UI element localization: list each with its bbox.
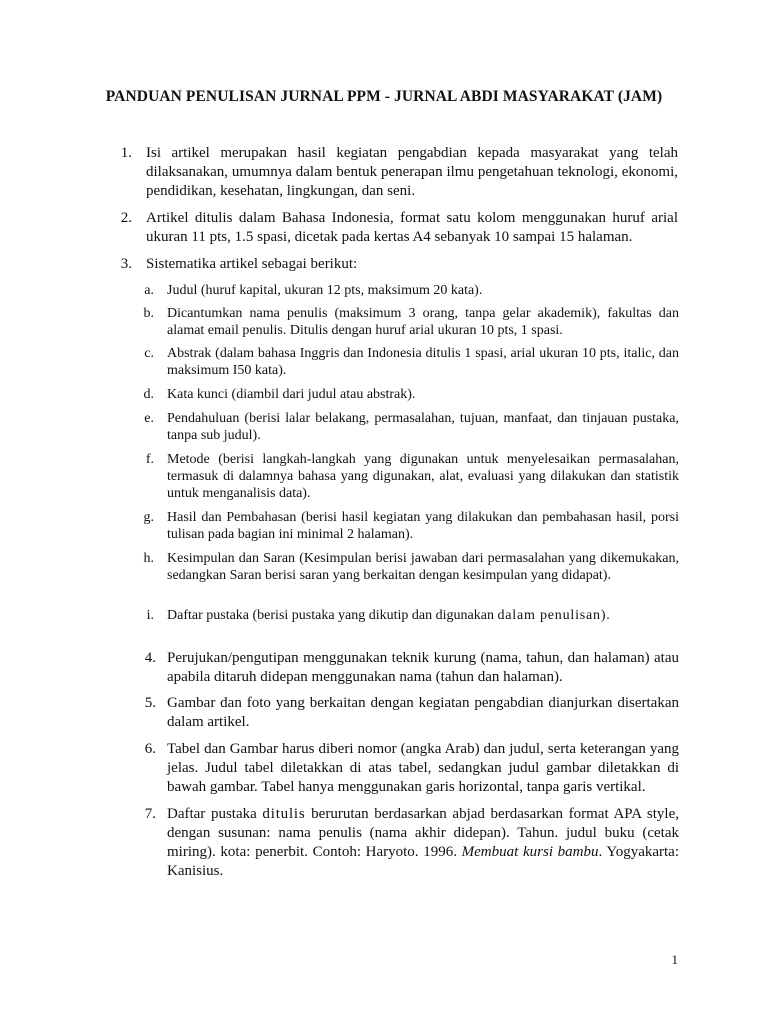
subitem-text: Kata kunci (diambil dari judul atau abstrak). — [167, 387, 416, 402]
page-number: 1 — [671, 952, 678, 967]
item-text: Tabel dan Gambar harus diberi nomor (angka Arab) dan judul, serta keterangan yang jelas. Judul tabel diletakkan di atas tabel, sedangkan judul gambar diletakkan di bawah gambar. Tabel hanya menggunakan garis horizontal, tanpa garis vertikal. — [167, 741, 679, 795]
subitem-letter: g. — [143, 510, 154, 525]
subitem-text: Judul (huruf kapital, ukuran 12 pts, maksimum 20 kata). — [167, 283, 483, 298]
subitem-letter: h. — [143, 551, 154, 566]
subitem-text: Kesimpulan dan Saran (Kesimpulan berisi jawaban dari permasalahan yang dikemukakan, sedangkan Saran berisi saran yang berkaitan dengan kesimpulan yang didapat). — [167, 551, 679, 583]
subitem-letter: b. — [143, 306, 154, 321]
subitem-text: Dicantumkan nama penulis (maksimum 3 orang, tanpa gelar akademik), fakultas dan alamat email penulis. Ditulis dengan huruf arial ukuran 10 pts, 1 spasi. — [167, 306, 679, 338]
item-number: 2. — [120, 210, 132, 226]
subitem-text: Abstrak (dalam bahasa Inggris dan Indonesia ditulis 1 spasi, arial ukuran 10 pts, italic, dan maksimum I50 kata). — [167, 346, 679, 378]
item-text: Gambar dan foto yang berkaitan dengan kegiatan pengabdian dianjurkan disertakan dalam artikel. — [167, 695, 679, 730]
item-number: 5. — [144, 695, 156, 711]
item-text: Sistematika artikel sebagai berikut: — [146, 256, 358, 272]
subitem-letter: a. — [144, 283, 154, 298]
subitem-text — [167, 607, 679, 624]
subitem-letter: i. — [146, 608, 154, 623]
item-text-part: berurutan berdasarkan abjad berdasarkan format APA style, dengan susunan: nama penulis (nama akhir didepan). Tahun. judul buku (cetak miring). kota: penerbit. Contoh: Haryoto. 1996. — [167, 806, 679, 860]
subitem-text: Metode (berisi langkah-langkah yang digunakan untuk menyelesaikan permasalahan, termasuk di dalamnya bahasa yang digunakan, alat, evaluasi yang dilakukan dan statistik untuk menganalisis data). — [167, 452, 679, 501]
item-number: 4. — [144, 650, 156, 666]
document-title: PANDUAN PENULISAN JURNAL PPM - JURNAL ABDI MASYARAKAT (JAM) — [105, 88, 663, 105]
item-number: 3. — [120, 256, 132, 272]
subitem-letter: f. — [145, 452, 154, 467]
subitem-text-part: dalam penulisan). — [497, 608, 611, 623]
item-text-part: Daftar pustaka — [167, 806, 263, 822]
subitem-text: Hasil dan Pembahasan (berisi hasil kegiatan yang dilakukan dan pembahasan hasil, porsi tulisan pada bagian ini minimal 2 halaman). — [167, 510, 679, 542]
item-text — [167, 805, 679, 881]
item-number: 6. — [144, 741, 156, 757]
item-text-part: ditulis — [262, 806, 306, 822]
item-text-italic: Membuat kursi bambu — [461, 844, 599, 860]
item-text: Isi artikel merupakan hasil kegiatan pengabdian kepada masyarakat yang telah dilaksanakan, umumnya dalam bentuk penerapan ilmu pengetahuan teknologi, ekonomi, pendidikan, kesehatan, lingkungan, dan seni. — [146, 145, 678, 199]
subitem-text-part: Daftar pustaka (berisi pustaka yang dikutip dan digunakan — [167, 608, 498, 623]
subitem-text: Pendahuluan (berisi lalar belakang, permasalahan, tujuan, manfaat, dan tinjauan pustaka, tanpa sub judul). — [167, 411, 679, 443]
item-number: 7. — [144, 806, 156, 822]
item-number: 1. — [120, 145, 132, 161]
subitem-letter: d. — [143, 387, 154, 402]
item-text: Artikel ditulis dalam Bahasa Indonesia, format satu kolom menggunakan huruf arial ukuran 11 pts, 1.5 spasi, dicetak pada kertas A4 sebanyak 10 sampai 15 halaman. — [146, 210, 678, 245]
subitem-letter: e. — [144, 411, 154, 426]
item-text-part: . Yogyakarta: Kanisius. — [167, 844, 679, 879]
subitem-letter: c. — [144, 346, 154, 361]
item-text: Perujukan/pengutipan menggunakan teknik kurung (nama, tahun, dan halaman) atau apabila ditaruh didepan menggunakan nama (tahun dan halaman). — [167, 650, 679, 685]
